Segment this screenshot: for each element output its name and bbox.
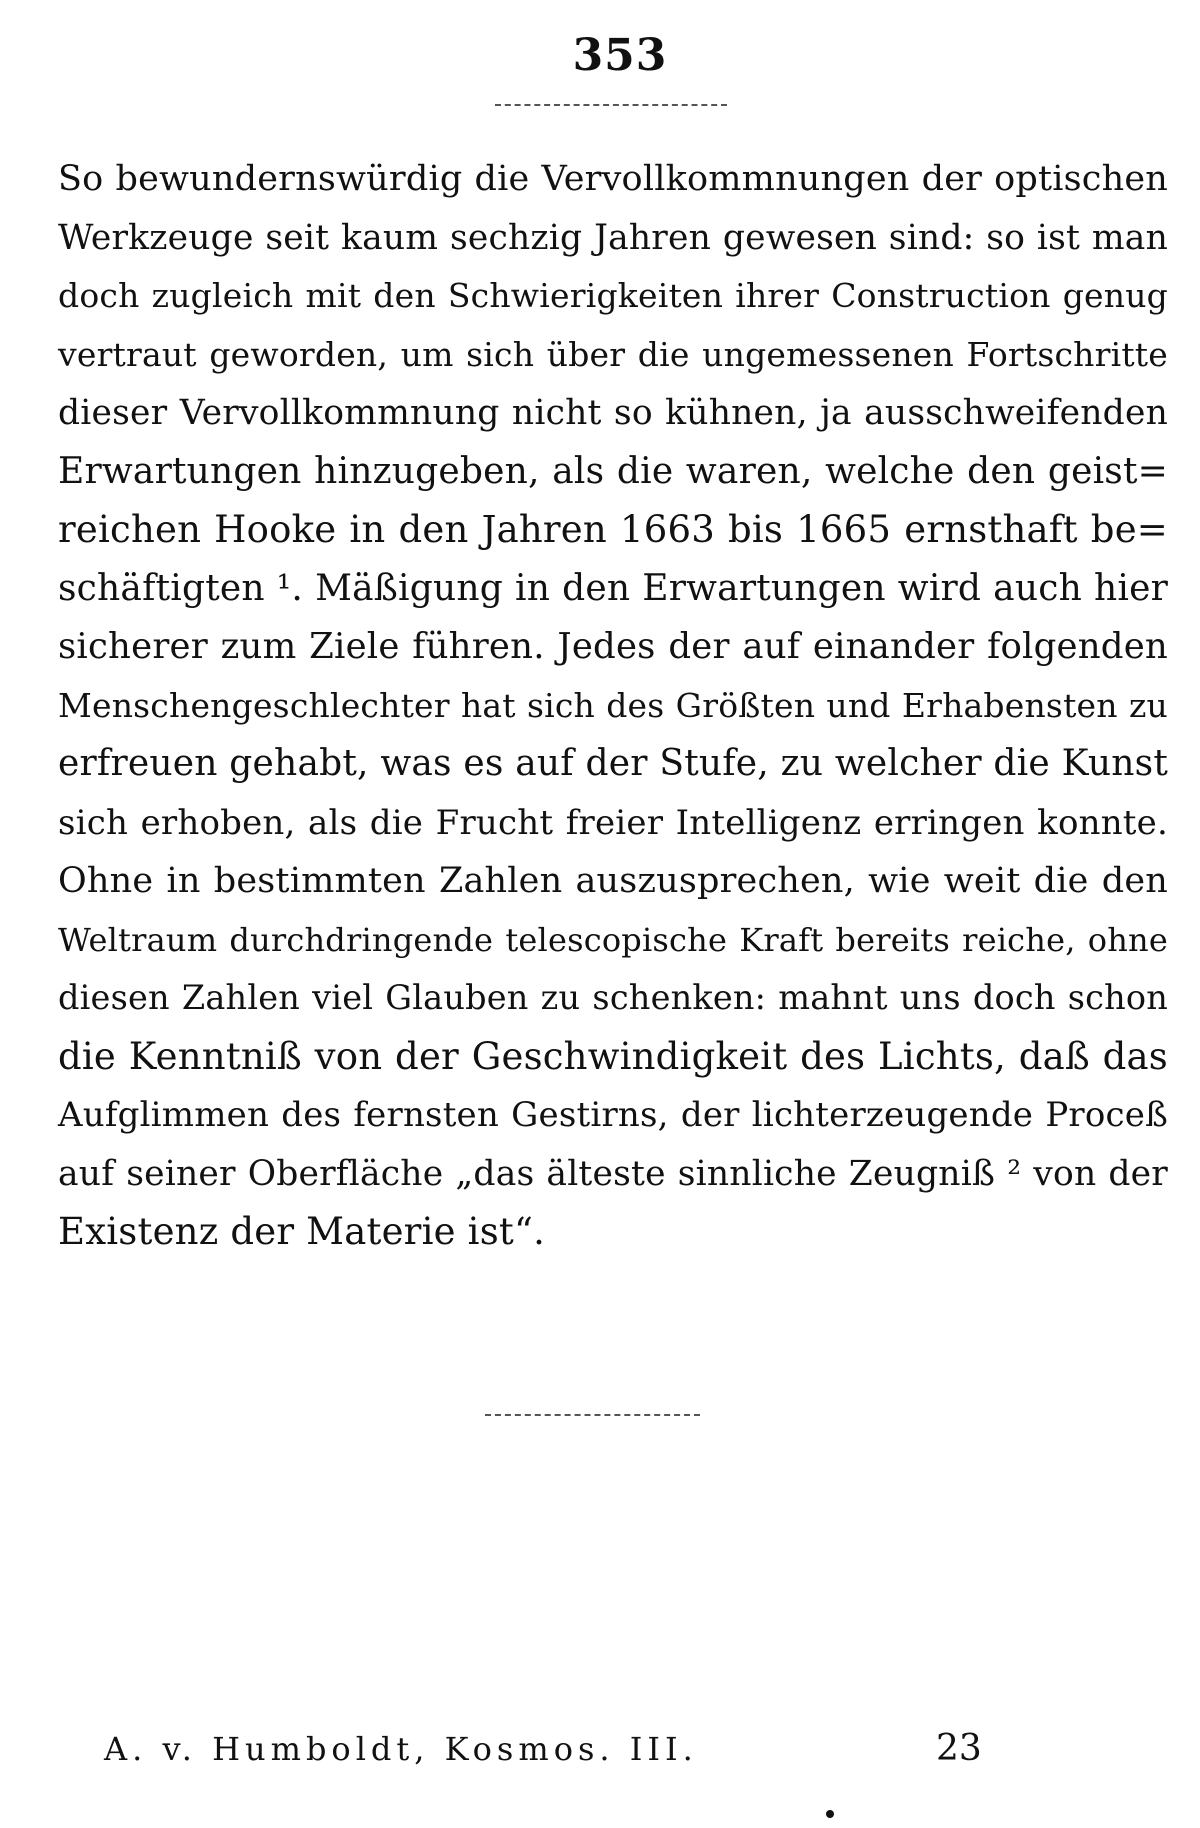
- text-line: erfreuen gehabt, was es auf der Stufe, zu welcher die Kunst: [58, 743, 1168, 784]
- sheet-number: 23: [936, 1728, 982, 1769]
- text-line: die Kenntniß von der Geschwindigkeit des Lichts, daß das: [58, 1034, 1168, 1078]
- text-line: Menschengeschlechter hat sich des Größten und Erhabensten zu: [58, 685, 1168, 725]
- signature-line: A. v. Humboldt, Kosmos. III.: [104, 1730, 698, 1768]
- page-number: 353: [572, 30, 668, 81]
- text-line: dieser Vervollkommnung nicht so kühnen, ja ausschweifenden: [58, 393, 1168, 433]
- text-line: sicherer zum Ziele führen. Jedes der auf einander folgenden: [58, 626, 1168, 667]
- text-line: Aufglimmen des fernsten Gestirns, der lichterzeugende Proceß: [58, 1095, 1168, 1135]
- text-line: vertraut geworden, um sich über die ungemessenen Fortschritte: [58, 334, 1168, 374]
- text-line: So bewundernswürdig die Vervollkommnungen der optischen: [58, 159, 1168, 199]
- print-speck: [826, 1810, 834, 1818]
- header-rule: [495, 104, 727, 106]
- text-line: schäftigten ¹. Mäßigung in den Erwartungen wird auch hier: [58, 567, 1168, 609]
- text-line: reichen Hooke in den Jahren 1663 bis 1665 ernsthaft be=: [58, 508, 1168, 551]
- body-text: [58, 150, 1168, 1262]
- text-line: diesen Zahlen viel Glauben zu schenken: mahnt uns doch schon: [58, 978, 1168, 1017]
- text-line: doch zugleich mit den Schwierigkeiten ihrer Construction genug: [58, 276, 1168, 315]
- text-line: Weltraum durchdringende telescopische Kraft bereits reiche, ohne: [58, 920, 1168, 959]
- end-rule: [485, 1414, 700, 1416]
- text-line: auf seiner Oberfläche „das älteste sinnliche Zeugniß ² von der: [58, 1153, 1168, 1194]
- text-line-last: Existenz der Materie ist“.: [58, 1210, 546, 1253]
- text-line: Erwartungen hinzugeben, als die waren, welche den geist=: [58, 450, 1168, 492]
- text-line: Werkzeuge seit kaum sechzig Jahren gewesen sind: so ist man: [58, 217, 1168, 258]
- text-line: sich erhoben, als die Frucht freier Intelligenz erringen konnte.: [58, 802, 1168, 843]
- text-line: Ohne in bestimmten Zahlen auszusprechen, wie weit die den: [58, 861, 1168, 901]
